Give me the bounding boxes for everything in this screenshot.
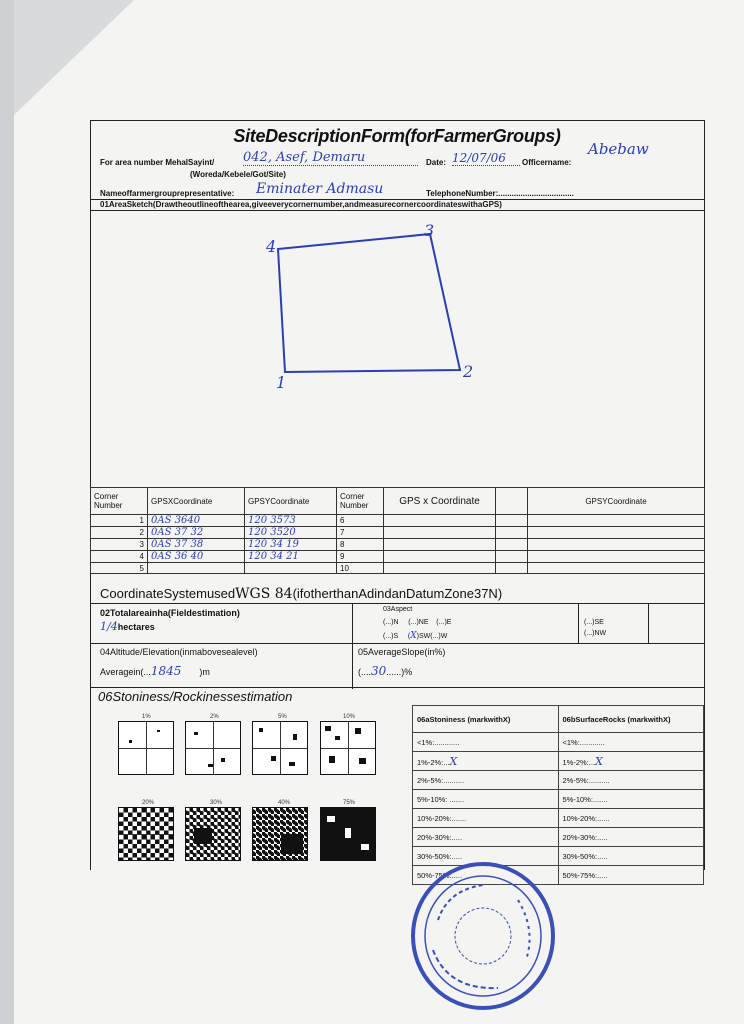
- stoniness-option: 5%-10%: .......: [413, 790, 559, 809]
- stoniness-20pct-image: [118, 807, 174, 861]
- coordinate-system-value: WGS 84: [235, 586, 293, 602]
- table-row: [413, 752, 704, 771]
- stoniness-mark: X: [449, 754, 458, 768]
- officer-signature-top: Abebaw: [588, 140, 649, 158]
- thumb-label: 5%: [278, 714, 287, 720]
- table-row: [413, 809, 704, 828]
- area-sublabel: (Woreda/Kebele/Got/Site): [190, 170, 286, 179]
- surface-rocks-col-header: 06bSurfaceRocks (markwithX): [558, 706, 704, 733]
- aspect-nw: (...)NW: [584, 630, 607, 637]
- gps-x-value: 0AS 3640: [148, 515, 245, 527]
- divider: [90, 643, 705, 644]
- coordinate-note: (ifotherthanAdindanDatumZone37N): [292, 586, 503, 601]
- table-row: [413, 828, 704, 847]
- official-stamp-icon: [408, 860, 558, 1012]
- empty-cell: [496, 563, 528, 574]
- divider: [352, 603, 353, 689]
- thumb-label: 1%: [142, 714, 151, 720]
- slope-value: 30: [371, 664, 387, 678]
- gps-y-value: 120 34 21: [245, 551, 337, 563]
- table-header-row: [91, 488, 705, 515]
- aspect-line-2-text: (...)S (: [383, 633, 411, 640]
- stoniness-30pct-image: [185, 807, 241, 861]
- sketch-polygon: [278, 234, 460, 372]
- table-row: [91, 527, 705, 539]
- header-corner-number: Corner Number: [91, 488, 148, 515]
- total-area-line: [100, 620, 155, 633]
- folded-corner: [14, 0, 134, 115]
- surface-rocks-option: 50%-75%:.....: [558, 866, 704, 885]
- area-number-label: For area number MehalSayint/: [100, 158, 215, 167]
- officer-label: Officername:: [522, 158, 572, 167]
- gps-y-value: 120 3573: [245, 515, 337, 527]
- empty-cell: [528, 539, 705, 551]
- corner-number: 2: [91, 527, 148, 539]
- empty-cell: [528, 563, 705, 574]
- corner-number: 8: [337, 539, 384, 551]
- coordinate-label: CoordinateSystemused: [100, 586, 236, 601]
- surface-rocks-mark: X: [595, 754, 603, 768]
- corner-number: 5: [91, 563, 148, 574]
- stoniness-option: 2%-5%:..........: [413, 771, 559, 790]
- sketch-corner-1: 1: [276, 373, 287, 392]
- empty-cell: [496, 515, 528, 527]
- stoniness-option: 10%-20%:.......: [413, 809, 559, 828]
- aspect-line-1: (...)N (...)NE (...)E: [383, 619, 452, 626]
- surface-rocks-option: [558, 752, 704, 771]
- slope-prefix: (....: [358, 667, 371, 677]
- stoniness-10pct-image: [320, 721, 376, 775]
- stoniness-5pct-image: [252, 721, 308, 775]
- divider: [578, 603, 579, 643]
- surface-rocks-option: <1%:............: [558, 733, 704, 752]
- thumb-label: 10%: [343, 714, 356, 720]
- stoniness-option-text: 1%-2%:...: [417, 757, 450, 767]
- stoniness-option: 30%-50%:.....: [413, 847, 559, 866]
- stoniness-table: [412, 705, 704, 885]
- form-title: SiteDescriptionForm(forFarmerGroups): [233, 126, 561, 146]
- surface-rocks-option: 30%-50%:.....: [558, 847, 704, 866]
- aspect-se: (...)SE: [584, 619, 604, 626]
- altitude-label: 04Altitude/Elevation(inmabovesealevel): [100, 647, 258, 657]
- gps-y-value: 120 34 19: [245, 539, 337, 551]
- stoniness-40pct-image: [252, 807, 308, 861]
- altitude-prefix: Averagein(...: [100, 667, 151, 677]
- divider: [90, 687, 705, 688]
- aspect-label: 03Aspect: [383, 606, 413, 613]
- aspect-line-2: [383, 631, 447, 641]
- gps-x-value: 0AS 36 40: [148, 551, 245, 563]
- empty-cell: [384, 539, 496, 551]
- gps-coordinate-table: [90, 487, 705, 574]
- table-header-row: [413, 706, 704, 733]
- divider: [648, 603, 649, 643]
- stoniness-1pct-image: [118, 721, 174, 775]
- header-gps-x-2: GPS x Coordinate: [384, 488, 496, 515]
- total-area-value: 1/4: [100, 620, 118, 633]
- stoniness-option: [413, 752, 559, 771]
- table-row: [413, 771, 704, 790]
- stoniness-col-header: 06aStoniness (markwithX): [413, 706, 559, 733]
- header-gps-y-2: GPSYCoordinate: [528, 488, 705, 515]
- header-gps-y: GPSYCoordinate: [245, 488, 337, 515]
- total-area-unit: hectares: [117, 622, 155, 632]
- surface-rocks-option: 20%-30%:.....: [558, 828, 704, 847]
- thumb-label: 40%: [278, 800, 291, 806]
- altitude-suffix: )m: [199, 667, 210, 677]
- corner-number: 1: [91, 515, 148, 527]
- gps-x-value: 0AS 37 32: [148, 527, 245, 539]
- empty-cell: [384, 563, 496, 574]
- table-row: [413, 790, 704, 809]
- gps-x-value: [148, 563, 245, 574]
- table-row: [91, 539, 705, 551]
- corner-number: 3: [91, 539, 148, 551]
- slope-line: [358, 664, 412, 678]
- representative-value: Eminater Admasu: [256, 181, 384, 197]
- area-sketch: [260, 222, 480, 392]
- altitude-value: 1845: [150, 664, 182, 678]
- thumb-label: 20%: [142, 800, 155, 806]
- stoniness-option: 50%-75%:.....: [413, 866, 559, 885]
- thumb-label: 30%: [210, 800, 223, 806]
- divider: [90, 210, 705, 211]
- surface-rocks-option-text: 1%-2%:...: [562, 757, 596, 767]
- slope-suffix: ......)%: [386, 667, 413, 677]
- corner-number: 9: [337, 551, 384, 563]
- stoniness-option: <1%:............: [413, 733, 559, 752]
- empty-cell: [496, 527, 528, 539]
- gps-y-value: 120 3520: [245, 527, 337, 539]
- frame-top: [90, 120, 705, 121]
- stoniness-option: 20%-30%:.....: [413, 828, 559, 847]
- aspect-mark: X: [410, 631, 417, 641]
- corner-number: 10: [337, 563, 384, 574]
- sketch-corner-4: 4: [266, 237, 277, 256]
- table-row: [91, 515, 705, 527]
- thumb-label: 75%: [343, 800, 356, 806]
- coordinate-system-line: [100, 586, 502, 602]
- date-label: Date:: [426, 158, 447, 167]
- total-area-label: 02Totalareainha(Fieldestimation): [100, 608, 240, 618]
- empty-cell: [384, 551, 496, 563]
- aspect-line-2-rest: )SW(...)W: [416, 633, 448, 640]
- empty-cell: [496, 539, 528, 551]
- altitude-line: [100, 664, 210, 678]
- date-value: 12/07/06: [452, 151, 520, 166]
- stoniness-2pct-image: [185, 721, 241, 775]
- gps-x-value: 0AS 37 38: [148, 539, 245, 551]
- surface-rocks-option: 10%-20%:......: [558, 809, 704, 828]
- sketch-corner-3: 3: [424, 222, 435, 240]
- sketch-label: 01AreaSketch(Drawtheoutlineofthearea,giveeverycornernumber,andmeasurecornercoordinateswithaGPS): [100, 200, 502, 209]
- corner-number: 7: [337, 527, 384, 539]
- table-row: [91, 563, 705, 574]
- table-row: [91, 551, 705, 563]
- area-number-value: 042, Asef, Demaru: [243, 150, 418, 166]
- gps-y-value: [245, 563, 337, 574]
- phone-label: TelephoneNumber:..................................: [426, 189, 574, 198]
- corner-number: 4: [91, 551, 148, 563]
- divider: [90, 603, 705, 604]
- empty-cell: [528, 551, 705, 563]
- stoniness-75pct-image: [320, 807, 376, 861]
- corner-number: 6: [337, 515, 384, 527]
- sketch-corner-2: 2: [463, 362, 474, 381]
- stoniness-heading: 06Stoniness/Rockinessestimation: [98, 689, 293, 704]
- surface-rocks-option: 2%-5%:..........: [558, 771, 704, 790]
- thumb-label: 2%: [210, 714, 219, 720]
- header-gps-x: GPSXCoordinate: [148, 488, 245, 515]
- empty-cell: [496, 551, 528, 563]
- representative-label: Nameoffarmergrouprepresentative:: [100, 189, 235, 198]
- header-blank: [496, 488, 528, 515]
- empty-cell: [528, 515, 705, 527]
- slope-label: 05AverageSlope(in%): [358, 647, 446, 657]
- empty-cell: [384, 515, 496, 527]
- surface-rocks-option: 5%-10%:.......: [558, 790, 704, 809]
- table-row: [413, 733, 704, 752]
- empty-cell: [384, 527, 496, 539]
- empty-cell: [528, 527, 705, 539]
- header-corner-number-2: Corner Number: [337, 488, 384, 515]
